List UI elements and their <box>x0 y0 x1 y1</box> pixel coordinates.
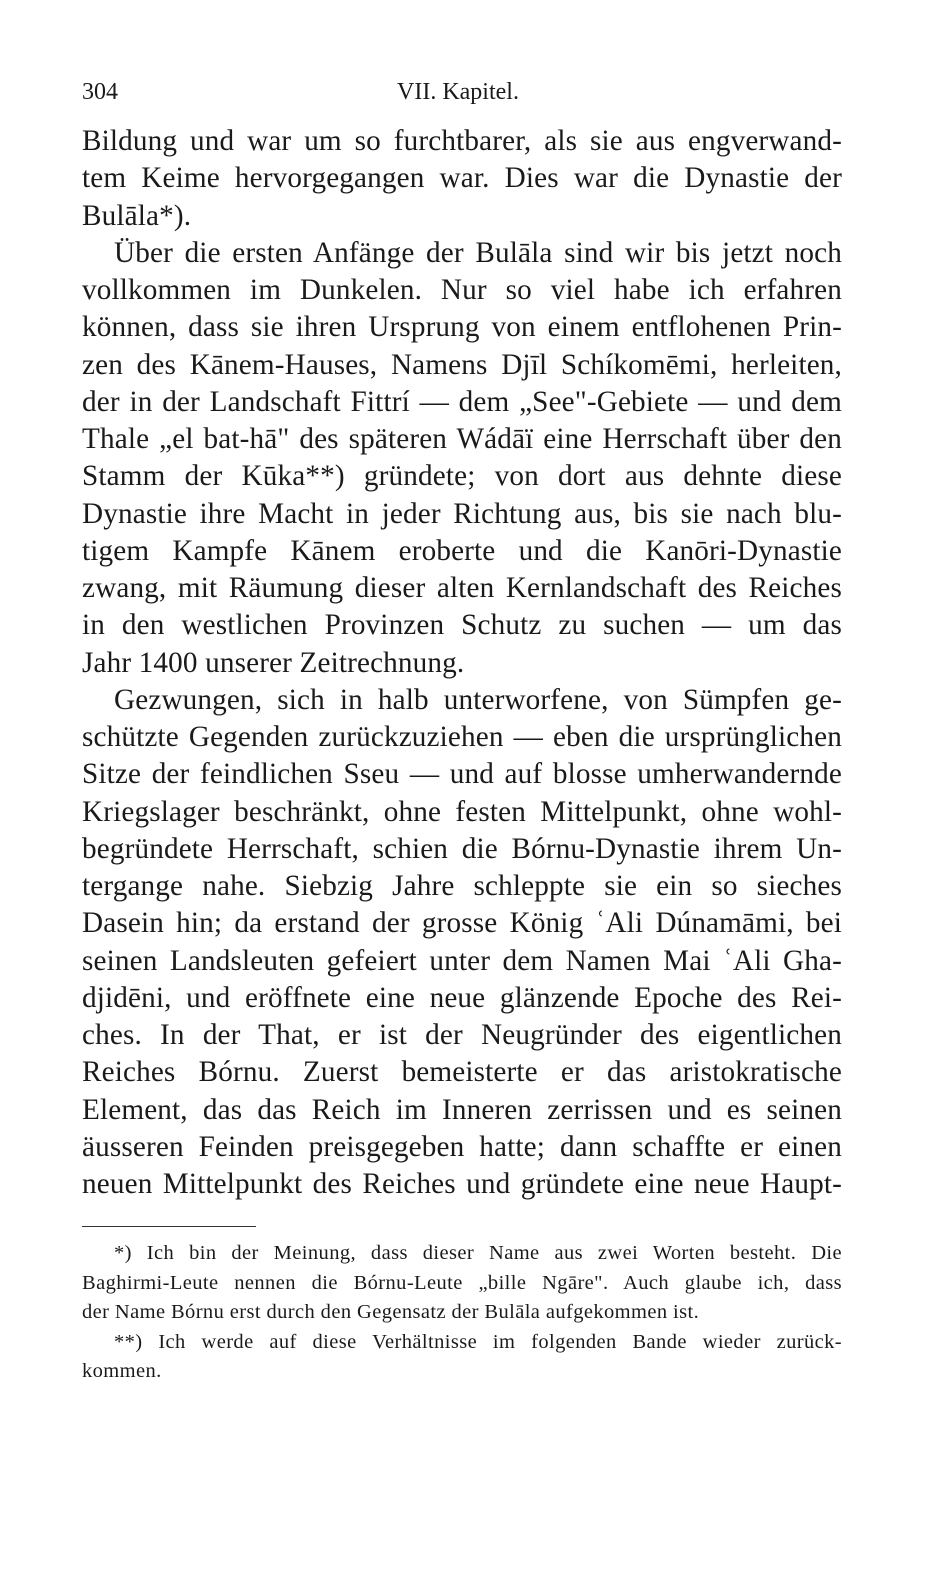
body-line: Jahr 1400 unserer Zeitrechnung. <box>82 646 465 679</box>
footnote-line: der Name Bórnu erst durch den Gegensatz der Bulāla aufgekommen ist. <box>82 1301 700 1323</box>
body-line: in den westlichen Provinzen Schutz zu suchen — um das <box>82 609 842 642</box>
footnote-divider <box>82 1226 256 1227</box>
body-line: neuen Mittelpunkt des Reiches und gründete eine neue Haupt- <box>82 1168 842 1200</box>
body-line: Sitze der feindlichen Sseu — und auf blosse umherwandernde <box>82 758 842 791</box>
body-line: Gezwungen, sich in halb unterworfene, von Sümpfen ge- <box>114 683 842 716</box>
body-line: ches. In der That, er ist der Neugründer des eigentlichen <box>82 1019 842 1051</box>
body-line: Thale „el bat-hā" des späteren Wádāï eine Herrschaft über den <box>82 423 842 455</box>
body-line: zen des Kānem-Hauses, Namens Djīl Schíkomēmi, herleiten, <box>82 348 842 381</box>
body-line: vollkommen im Dunkelen. Nur so viel habe ich erfahren <box>82 274 842 306</box>
body-line: tem Keime hervorgegangen war. Dies war die Dynastie der <box>82 162 842 195</box>
footnote-line: *) Ich bin der Meinung, dass dieser Name aus zwei Worten besteht. Die <box>114 1242 842 1264</box>
footnote-line: kommen. <box>82 1360 162 1382</box>
body-line: seinen Landsleuten gefeiert unter dem Namen Mai ʿAli Gha- <box>82 944 842 977</box>
body-line: Kriegslager beschränkt, ohne festen Mittelpunkt, ohne wohl- <box>82 795 842 828</box>
body-line: können, dass sie ihren Ursprung von einem entflohenen Prin- <box>82 311 842 344</box>
footnotes <box>82 1239 842 1387</box>
body-line: der in der Landschaft Fittrí — dem „See"-Gebiete — und dem <box>82 385 842 418</box>
footnote-line: **) Ich werde auf diese Verhältnisse im folgenden Bande wieder zurück- <box>114 1330 842 1353</box>
body-line: Bulāla*). <box>82 199 192 232</box>
body-line: Stamm der Kūka**) gründete; von dort aus dehnte diese <box>82 460 842 493</box>
body-line: tergange nahe. Siebzig Jahre schleppte sie ein so sieches <box>82 870 842 902</box>
body-text <box>82 123 842 1203</box>
page-number: 304 <box>82 79 118 105</box>
footnote-line: Baghirmi-Leute nennen die Bórnu-Leute „bille Ngāre". Auch glaube ich, dass <box>82 1271 842 1294</box>
body-line: djidēni, und eröffnete eine neue glänzende Epoche des Rei- <box>82 981 842 1014</box>
body-line: Dasein hin; da erstand der grosse König ʿAli Dúnamāmi, bei <box>82 907 842 940</box>
body-line: schützte Gegenden zurückzuziehen — eben die ursprünglichen <box>82 721 842 753</box>
body-line: tigem Kampfe Kānem eroberte und die Kanōri-Dynastie <box>82 534 842 567</box>
body-line: Über die ersten Anfänge der Bulāla sind wir bis jetzt noch <box>114 236 842 269</box>
body-line: Dynastie ihre Macht in jeder Richtung aus, bis sie nach blu- <box>82 497 842 530</box>
body-line: begründete Herrschaft, schien die Bórnu-Dynastie ihrem Un- <box>82 832 842 865</box>
running-title: VII. Kapitel. <box>397 79 519 105</box>
page-header <box>82 74 842 110</box>
body-line: Reiches Bórnu. Zuerst bemeisterte er das aristokratische <box>82 1056 842 1089</box>
body-line: Bildung und war um so furchtbarer, als sie aus engverwand- <box>82 125 842 157</box>
body-line: äusseren Feinden preisgegeben hatte; dann schaffte er einen <box>82 1130 842 1163</box>
body-line: zwang, mit Räumung dieser alten Kernlandschaft des Reiches <box>82 572 842 604</box>
body-line: Element, das das Reich im Inneren zerrissen und es seinen <box>82 1093 842 1126</box>
